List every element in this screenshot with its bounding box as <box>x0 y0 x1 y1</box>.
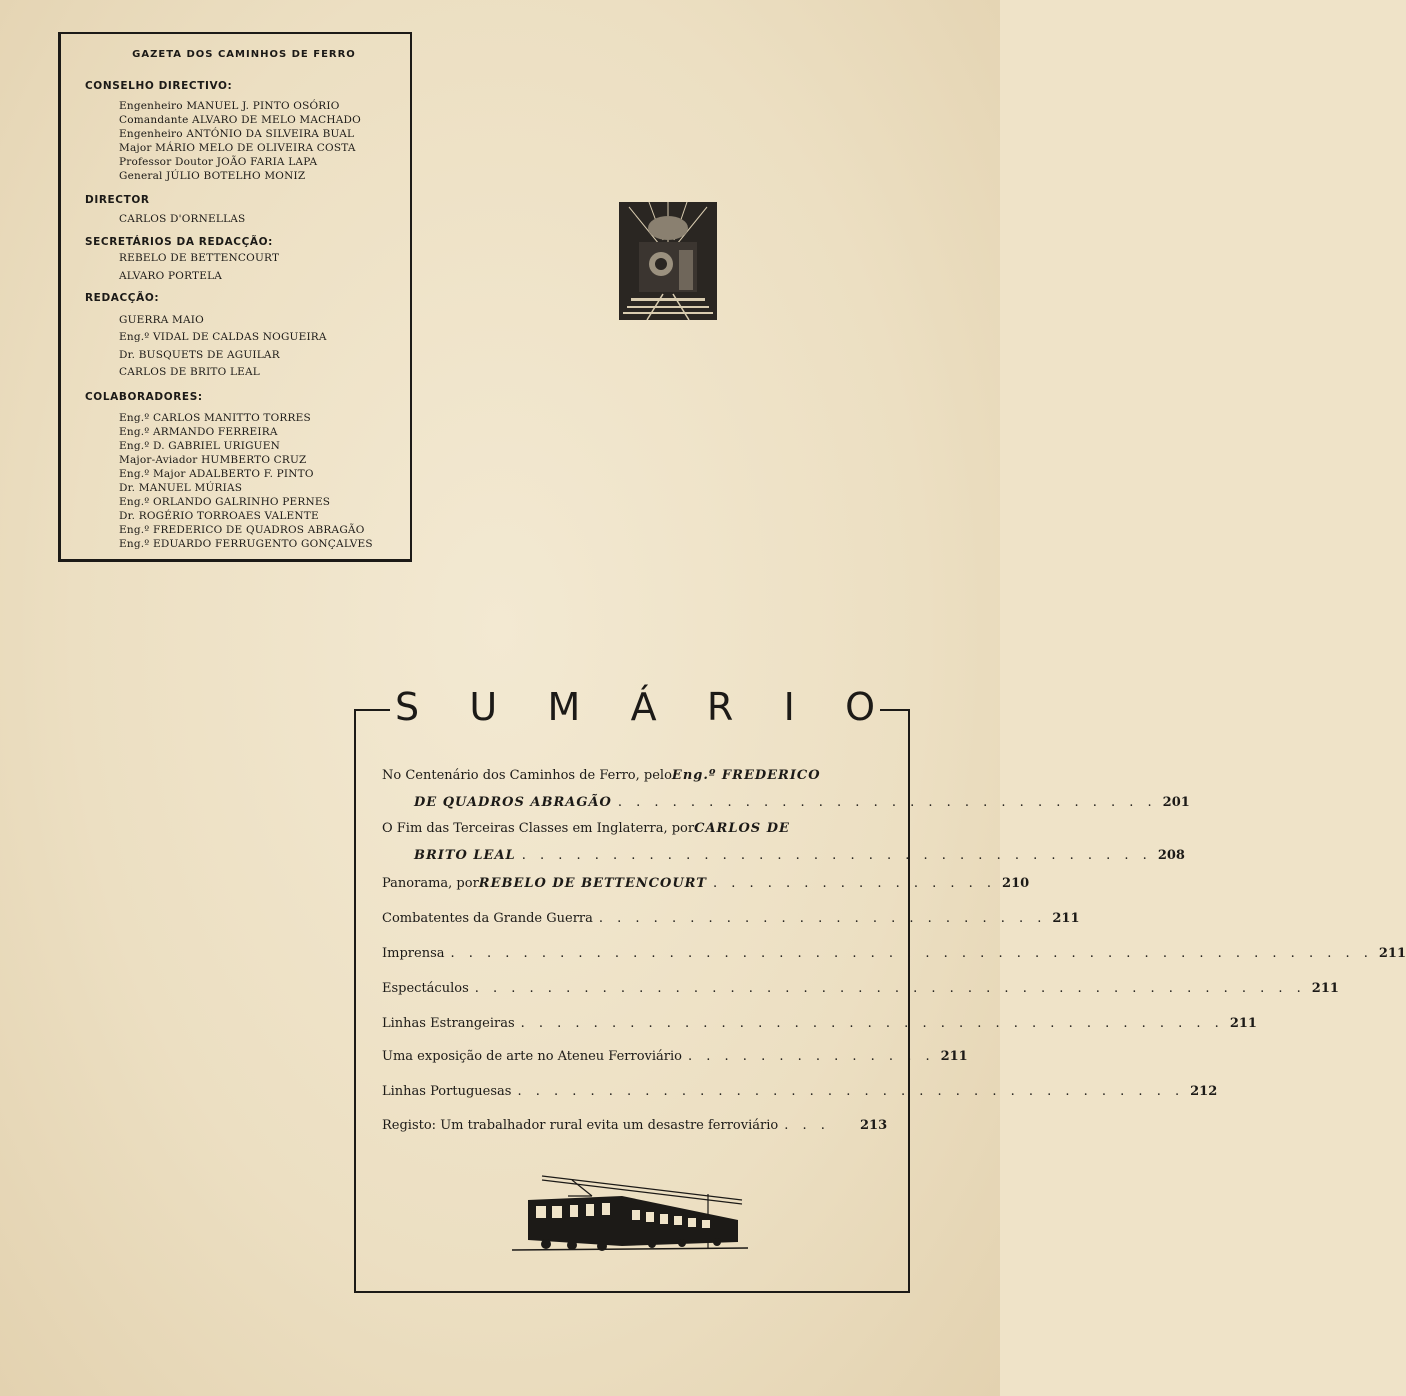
board-member: General JÚLIO BOTELHO MONIZ <box>119 170 306 182</box>
board-member: Engenheiro MANUEL J. PINTO OSÓRIO <box>119 100 340 112</box>
toc-entry[interactable] <box>382 870 1030 897</box>
toc-entry-author: DE QUADROS ABRAGÃO <box>414 795 612 810</box>
toc-leader-dots: . . . <box>784 1118 830 1133</box>
locomotive-engraving-image <box>619 202 717 320</box>
contributor-name: Dr. MANUEL MÚRIAS <box>119 482 243 494</box>
toc-entry-title: Espectáculos <box>382 981 469 996</box>
toc-leader-dots: . . . . . . . . . . . . . . . . . . . . . . . . . . . . . . . . . . . . . . . . . . . . . . . . . . . <box>450 946 1373 961</box>
toc-page-number: 201 <box>1162 795 1190 810</box>
toc-page-number: 212 <box>1190 1084 1218 1099</box>
contributor-name: Dr. ROGÉRIO TORROAES VALENTE <box>119 510 319 522</box>
heading-director: DIRECTOR <box>85 194 150 206</box>
sumario-letter: U <box>469 685 498 729</box>
toc-entry-title: Uma exposição de arte no Ateneu Ferroviário <box>382 1049 683 1064</box>
heading-colaboradores: COLABORADORES: <box>85 391 203 403</box>
toc-entry-author: CARLOS DE <box>694 821 790 836</box>
heading-conselho-directivo: CONSELHO DIRECTIVO: <box>85 80 233 92</box>
sumario-letter: R <box>706 685 734 729</box>
contributor-name: Eng.º FREDERICO DE QUADROS ABRAGÃO <box>119 524 365 536</box>
toc-entry[interactable] <box>382 815 1185 869</box>
toc-leader-dots: . . . . . . . . . . . . . . . . . . . . . . . . . <box>598 911 1047 926</box>
toc-leader-dots: . . . . . . . . . . . . . . . . . . . . . . . . . . . . . . . . . . . . . . . . . . . . . . <box>474 981 1306 996</box>
toc-entry[interactable] <box>382 1112 886 1139</box>
toc-entry-author: REBELO DE BETTENCOURT <box>478 876 707 891</box>
contributor-name: Eng.º CARLOS MANITTO TORRES <box>119 412 311 424</box>
toc-page-number: 213 <box>860 1118 888 1133</box>
toc-page-number: 211 <box>940 1049 968 1064</box>
toc-entry-author: BRITO LEAL <box>414 848 516 863</box>
toc-leader-dots: . . . . . . . . . . . . . . . . . . . . . . . . . . . . . . <box>617 795 1157 810</box>
contributor-name: Eng.º Major ADALBERTO F. PINTO <box>119 468 314 480</box>
editor-name: GUERRA MAIO <box>119 314 204 326</box>
board-member: Professor Doutor JOÃO FARIA LAPA <box>119 156 318 168</box>
heading-redaccao: REDACÇÃO: <box>85 292 160 304</box>
masthead-box <box>58 32 412 562</box>
contributor-name: Eng.º D. GABRIEL URIGUEN <box>119 440 280 452</box>
toc-leader-dots: . . . . . . . . . . . . . . . . . . . . . . . . . . . . . . . . . . . <box>521 848 1152 863</box>
toc-entry-title: Imprensa <box>382 946 445 961</box>
sumario-letter: O <box>845 685 875 729</box>
toc-leader-dots: . . . . . . . . . . . . . . <box>688 1049 935 1064</box>
board-member: Comandante ALVARO DE MELO MACHADO <box>119 114 361 126</box>
masthead-title: GAZETA DOS CAMINHOS DE FERRO <box>132 49 356 60</box>
toc-page-number: 211 <box>1378 946 1406 961</box>
toc-page-number: 211 <box>1311 981 1339 996</box>
toc-entry-title: Panorama, por <box>382 876 479 891</box>
toc-entry-title: Linhas Estrangeiras <box>382 1016 515 1031</box>
sumario-letter: M <box>547 685 581 729</box>
board-member: Major MÁRIO MELO DE OLIVEIRA COSTA <box>119 142 356 154</box>
toc-entry-title: Combatentes da Grande Guerra <box>382 911 593 926</box>
contributor-name: Eng.º ARMANDO FERREIRA <box>119 426 278 438</box>
contributor-name: Eng.º ORLANDO GALRINHO PERNES <box>119 496 331 508</box>
toc-leader-dots: . . . . . . . . . . . . . . . . . . . . . . . . . . . . . . . . . . . . . . . <box>520 1016 1224 1031</box>
sumario-letter: I <box>783 685 795 729</box>
toc-entry-author: Eng.º FREDERICO <box>671 768 821 783</box>
toc-entry-title: O Fim das Terceiras Classes em Inglaterra, por <box>382 821 695 836</box>
toc-entry[interactable] <box>382 1010 1257 1037</box>
toc-entry[interactable] <box>382 1078 1218 1105</box>
toc-page-number: 211 <box>1052 911 1080 926</box>
toc-entry[interactable] <box>382 762 1190 816</box>
toc-entry[interactable] <box>382 905 1080 932</box>
secretary-name: REBELO DE BETTENCOURT <box>119 252 280 264</box>
editor-name: Eng.º VIDAL DE CALDAS NOGUEIRA <box>119 331 327 343</box>
heading-secretarios: SECRETÁRIOS DA REDACÇÃO: <box>85 236 273 248</box>
electric-train-image <box>512 1170 748 1252</box>
toc-page-number: 208 <box>1157 848 1185 863</box>
toc-page-number: 211 <box>1229 1016 1257 1031</box>
sumario-letter: Á <box>630 685 657 729</box>
director-name: CARLOS D'ORNELLAS <box>119 213 246 225</box>
toc-entry-title: No Centenário dos Caminhos de Ferro, pelo <box>382 768 672 783</box>
toc-entry[interactable] <box>382 940 1406 967</box>
toc-entry-title: Registo: Um trabalhador rural evita um desastre ferroviário <box>382 1118 779 1133</box>
toc-page-number: 210 <box>1002 876 1030 891</box>
editor-name: Dr. BUSQUETS DE AGUILAR <box>119 349 280 361</box>
toc-leader-dots: . . . . . . . . . . . . . . . . <box>712 876 997 891</box>
toc-entry[interactable] <box>382 1043 968 1070</box>
contributor-name: Eng.º EDUARDO FERRUGENTO GONÇALVES <box>119 538 373 550</box>
contributor-name: Major-Aviador HUMBERTO CRUZ <box>119 454 307 466</box>
secretary-name: ALVARO PORTELA <box>119 270 223 282</box>
board-member: Engenheiro ANTÓNIO DA SILVEIRA BUAL <box>119 128 355 140</box>
editor-name: CARLOS DE BRITO LEAL <box>119 366 260 378</box>
toc-entry-title: Linhas Portuguesas <box>382 1084 512 1099</box>
toc-leader-dots: . . . . . . . . . . . . . . . . . . . . . . . . . . . . . . . . . . . . . <box>517 1084 1185 1099</box>
toc-entry[interactable] <box>382 975 1339 1002</box>
sumario-letter: S <box>395 685 420 729</box>
